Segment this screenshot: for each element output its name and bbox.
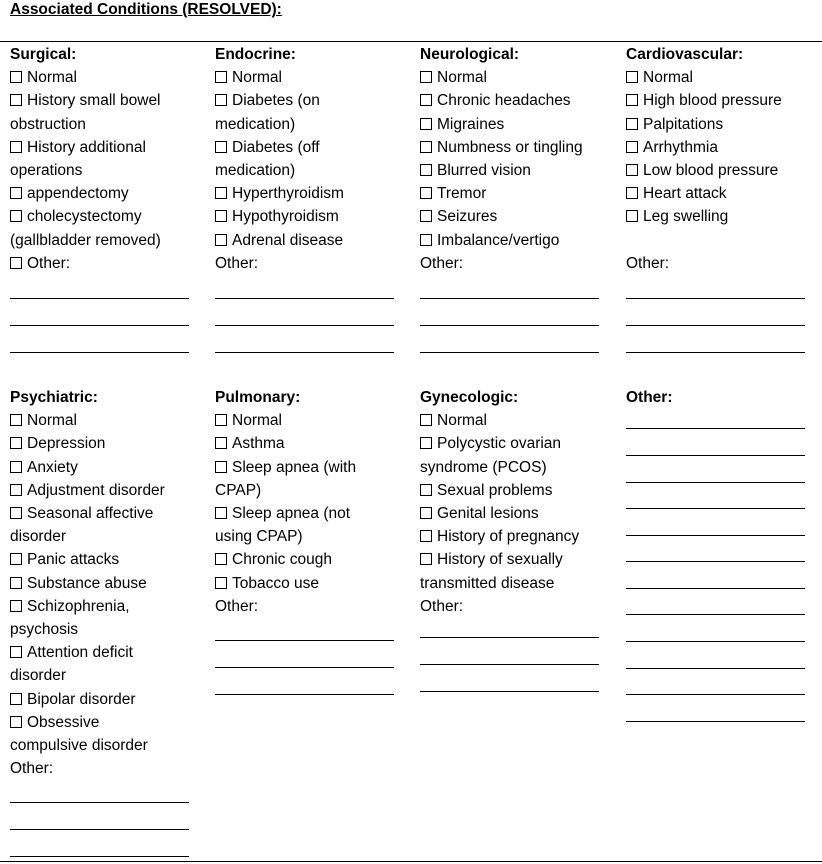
write-in-line[interactable] xyxy=(626,535,805,536)
checkbox-item[interactable] xyxy=(10,688,210,711)
write-in-line[interactable] xyxy=(626,721,805,722)
other-label: Other: xyxy=(215,254,259,272)
checkbox-icon[interactable] xyxy=(10,141,22,153)
checkbox-item[interactable] xyxy=(10,548,210,571)
section-heading: Endocrine: xyxy=(215,46,296,63)
write-in-line[interactable] xyxy=(420,691,599,692)
checkbox-item[interactable] xyxy=(420,229,620,252)
checkbox-label: Numbness or tingling xyxy=(437,138,583,156)
checkbox-item[interactable] xyxy=(10,572,210,595)
checkbox-icon[interactable] xyxy=(420,484,432,496)
checkbox-label: Imbalance/vertigo xyxy=(437,231,560,249)
checkbox-item[interactable] xyxy=(626,205,822,228)
checkbox-icon[interactable] xyxy=(215,94,227,106)
checkbox-label: appendectomy xyxy=(27,185,129,203)
checkbox-label: Adjustment disorder xyxy=(27,481,165,499)
write-in-line[interactable] xyxy=(626,482,805,483)
checkbox-icon[interactable] xyxy=(10,94,22,106)
checkbox-icon[interactable] xyxy=(10,484,22,496)
checkbox-icon[interactable] xyxy=(420,437,432,449)
checkbox-label: Migraines xyxy=(437,115,505,133)
checkbox-icon[interactable] xyxy=(215,437,227,449)
section-heading: Psychiatric: xyxy=(10,389,98,406)
checkbox-item[interactable] xyxy=(215,502,380,548)
checkbox-item[interactable] xyxy=(420,479,620,502)
checkbox-label: Panic attacks xyxy=(27,551,120,569)
checkbox-item[interactable] xyxy=(215,136,365,182)
checkbox-item[interactable] xyxy=(215,432,415,455)
write-in-line[interactable] xyxy=(10,352,189,353)
form-title: Associated Conditions (RESOLVED): xyxy=(10,1,282,18)
checkbox-label: Substance abuse xyxy=(27,574,147,592)
write-in-line[interactable] xyxy=(215,667,394,668)
checkbox-icon[interactable] xyxy=(420,71,432,83)
other-label: Other: xyxy=(420,597,464,615)
checkbox-item[interactable] xyxy=(10,182,210,205)
section-heading: Neurological: xyxy=(420,46,520,63)
checkbox-label: Attention deficit disorder xyxy=(10,644,133,685)
checkbox-icon[interactable] xyxy=(10,210,22,222)
spacer xyxy=(626,229,822,252)
section-heading: Cardiovascular: xyxy=(626,46,744,63)
write-in-line[interactable] xyxy=(420,298,599,299)
section-pulmonary xyxy=(215,386,415,618)
checkbox-icon[interactable] xyxy=(215,210,227,222)
checkbox-label: Sleep apnea (not using CPAP) xyxy=(215,505,351,546)
checkbox-icon[interactable] xyxy=(420,187,432,199)
write-in-line[interactable] xyxy=(626,588,805,589)
checkbox-label: Chronic cough xyxy=(232,551,332,569)
checkbox-item[interactable] xyxy=(420,89,620,112)
write-in-line[interactable] xyxy=(626,641,805,642)
checkbox-label: Normal xyxy=(643,69,693,87)
checkbox-icon[interactable] xyxy=(626,94,638,106)
write-in-line[interactable] xyxy=(10,829,189,830)
checkbox-label: Seizures xyxy=(437,208,498,226)
checkbox-label: Arrhythmia xyxy=(643,138,718,156)
write-in-line[interactable] xyxy=(626,561,805,562)
checkbox-icon[interactable] xyxy=(10,71,22,83)
checkbox-label: Leg swelling xyxy=(643,208,729,226)
write-in-line[interactable] xyxy=(10,298,189,299)
checkbox-label: Schizophrenia, psychosis xyxy=(10,597,130,639)
checkbox-label: Asthma xyxy=(232,435,285,453)
checkbox-label: cholecystectomy (gallbladder removed) xyxy=(10,208,161,249)
checkbox-icon[interactable] xyxy=(420,94,432,106)
checkbox-icon[interactable] xyxy=(10,461,22,473)
section-surgical xyxy=(10,43,210,275)
other-label: Other: xyxy=(420,254,464,272)
checkbox-item[interactable] xyxy=(420,502,620,525)
other-label: Other: xyxy=(626,254,670,272)
section-other xyxy=(626,386,822,409)
section-heading: Surgical: xyxy=(10,46,77,63)
write-in-line[interactable] xyxy=(420,325,599,326)
checkbox-icon[interactable] xyxy=(215,414,227,426)
checkbox-item[interactable] xyxy=(420,409,620,432)
checkbox-icon[interactable] xyxy=(10,646,22,658)
checkbox-item[interactable] xyxy=(626,136,822,159)
checkbox-label: Genital lesions xyxy=(437,505,539,523)
checkbox-label: Adrenal disease xyxy=(232,231,344,249)
checkbox-icon[interactable] xyxy=(10,507,22,519)
checkbox-label: Seasonal affective disorder xyxy=(10,505,154,546)
checkbox-icon[interactable] xyxy=(215,71,227,83)
write-in-line[interactable] xyxy=(626,668,805,669)
write-in-line[interactable] xyxy=(626,325,805,326)
write-in-line[interactable] xyxy=(626,298,805,299)
checkbox-item[interactable] xyxy=(10,641,165,687)
checkbox-label: History of pregnancy xyxy=(437,528,580,546)
checkbox-icon[interactable] xyxy=(215,141,227,153)
checkbox-item[interactable] xyxy=(10,711,175,757)
write-in-line[interactable] xyxy=(626,508,805,509)
checkbox-item[interactable] xyxy=(10,66,210,89)
checkbox-item[interactable] xyxy=(626,182,822,205)
checkbox-item-other[interactable] xyxy=(10,252,210,275)
checkbox-item[interactable] xyxy=(10,136,200,182)
checkbox-item[interactable] xyxy=(215,456,380,502)
checkbox-label: Sleep apnea (with CPAP) xyxy=(215,458,357,499)
checkbox-item[interactable] xyxy=(626,159,822,182)
checkbox-icon[interactable] xyxy=(420,164,432,176)
section-heading: Gynecologic: xyxy=(420,389,519,406)
write-in-line[interactable] xyxy=(420,637,599,638)
checkbox-label: Heart attack xyxy=(643,185,727,203)
checkbox-icon[interactable] xyxy=(626,71,638,83)
checkbox-item[interactable] xyxy=(10,205,200,251)
checkbox-label: Anxiety xyxy=(27,458,78,476)
checkbox-label: Chronic headaches xyxy=(437,92,571,110)
write-in-line[interactable] xyxy=(626,428,805,429)
checkbox-icon[interactable] xyxy=(420,141,432,153)
write-in-line[interactable] xyxy=(626,352,805,353)
checkbox-icon[interactable] xyxy=(215,461,227,473)
checkbox-item[interactable] xyxy=(420,432,590,478)
checkbox-item[interactable] xyxy=(626,89,822,112)
write-in-line[interactable] xyxy=(420,352,599,353)
checkbox-item[interactable] xyxy=(215,409,415,432)
checkbox-icon[interactable] xyxy=(420,118,432,130)
write-in-line[interactable] xyxy=(215,640,394,641)
checkbox-icon[interactable] xyxy=(215,577,227,589)
checkbox-item[interactable] xyxy=(215,205,415,228)
checkbox-icon[interactable] xyxy=(626,210,638,222)
checkbox-item[interactable] xyxy=(215,89,365,135)
checkbox-label: Tobacco use xyxy=(232,574,320,592)
checkbox-icon[interactable] xyxy=(626,118,638,130)
checkbox-icon[interactable] xyxy=(420,234,432,246)
checkbox-label: Obsessive compulsive disorder xyxy=(10,713,148,755)
checkbox-label: High blood pressure xyxy=(643,92,782,110)
checkbox-icon[interactable] xyxy=(10,600,22,612)
checkbox-label: Palpitations xyxy=(643,115,724,133)
section-gynecologic xyxy=(420,386,620,618)
checkbox-label: Sexual problems xyxy=(437,481,553,499)
checkbox-icon[interactable] xyxy=(420,414,432,426)
checkbox-item[interactable] xyxy=(215,229,415,252)
checkbox-icon[interactable] xyxy=(420,553,432,565)
other-label: Other: xyxy=(27,254,71,272)
checkbox-label: Low blood pressure xyxy=(643,162,779,180)
checkbox-icon[interactable] xyxy=(10,577,22,589)
checkbox-icon[interactable] xyxy=(10,257,22,269)
checkbox-item[interactable] xyxy=(626,66,822,89)
checkbox-item[interactable] xyxy=(420,525,620,548)
checkbox-icon[interactable] xyxy=(420,507,432,519)
checkbox-item[interactable] xyxy=(420,548,600,594)
checkbox-icon[interactable] xyxy=(10,414,22,426)
checkbox-label: Hyperthyroidism xyxy=(232,185,344,203)
checkbox-item[interactable] xyxy=(10,432,210,455)
checkbox-icon[interactable] xyxy=(420,530,432,542)
write-in-line[interactable] xyxy=(10,802,189,803)
other-label: Other: xyxy=(215,597,259,615)
checkbox-label: Bipolar disorder xyxy=(27,690,136,708)
checkbox-item[interactable] xyxy=(10,89,200,135)
checkbox-label: Normal xyxy=(232,412,282,430)
checkbox-icon[interactable] xyxy=(626,187,638,199)
checkbox-label: Diabetes (on medication) xyxy=(215,92,320,133)
checkbox-label: Normal xyxy=(437,69,487,87)
checkbox-icon[interactable] xyxy=(420,210,432,222)
checkbox-label: History small bowel obstruction xyxy=(10,92,161,133)
checkbox-label: Polycystic ovarian syndrome (PCOS) xyxy=(420,435,562,476)
checkbox-item[interactable] xyxy=(420,182,620,205)
checkbox-item[interactable] xyxy=(10,479,210,502)
checkbox-icon[interactable] xyxy=(215,187,227,199)
checkbox-icon[interactable] xyxy=(10,437,22,449)
checkbox-item[interactable] xyxy=(420,159,620,182)
checkbox-item[interactable] xyxy=(420,205,620,228)
section-psychiatric xyxy=(10,386,210,780)
section-cardiovascular xyxy=(626,43,822,275)
checkbox-icon[interactable] xyxy=(10,693,22,705)
write-in-line[interactable] xyxy=(215,352,394,353)
checkbox-label: Normal xyxy=(27,412,77,430)
checkbox-label: Blurred vision xyxy=(437,162,531,180)
write-in-line[interactable] xyxy=(10,856,189,857)
other-label: Other: xyxy=(10,760,54,778)
checkbox-label: Tremor xyxy=(437,185,487,203)
checkbox-icon[interactable] xyxy=(626,141,638,153)
checkbox-item[interactable] xyxy=(10,456,210,479)
write-in-line[interactable] xyxy=(215,694,394,695)
section-heading: Other: xyxy=(626,389,673,406)
section-heading: Pulmonary: xyxy=(215,389,301,406)
checkbox-item[interactable] xyxy=(215,572,415,595)
write-in-line[interactable] xyxy=(626,455,805,456)
checkbox-item[interactable] xyxy=(215,548,415,571)
section-neurological xyxy=(420,43,620,275)
checkbox-label: Normal xyxy=(27,69,77,87)
write-in-line[interactable] xyxy=(626,614,805,615)
write-in-line[interactable] xyxy=(215,298,394,299)
section-endocrine xyxy=(215,43,415,275)
checkbox-item[interactable] xyxy=(10,595,160,641)
checkbox-item[interactable] xyxy=(215,66,415,89)
checkbox-item[interactable] xyxy=(10,409,210,432)
checkbox-item[interactable] xyxy=(626,113,822,136)
checkbox-item[interactable] xyxy=(420,136,620,159)
bottom-divider xyxy=(0,861,822,862)
write-in-line[interactable] xyxy=(626,694,805,695)
checkbox-label: Diabetes (off medication) xyxy=(215,138,320,180)
checkbox-label: History additional operations xyxy=(10,138,146,180)
checkbox-item[interactable] xyxy=(420,113,620,136)
checkbox-icon[interactable] xyxy=(10,716,22,728)
checkbox-label: History of sexually transmitted disease xyxy=(420,551,563,592)
write-in-line[interactable] xyxy=(215,325,394,326)
checkbox-label: Normal xyxy=(437,412,487,430)
checkbox-icon[interactable] xyxy=(10,553,22,565)
checkbox-icon[interactable] xyxy=(215,553,227,565)
checkbox-label: Normal xyxy=(232,69,282,87)
checkbox-icon[interactable] xyxy=(215,234,227,246)
write-in-line[interactable] xyxy=(10,325,189,326)
checkbox-icon[interactable] xyxy=(626,164,638,176)
checkbox-item[interactable] xyxy=(215,182,415,205)
checkbox-label: Hypothyroidism xyxy=(232,208,339,226)
write-in-line[interactable] xyxy=(420,664,599,665)
checkbox-icon[interactable] xyxy=(10,187,22,199)
checkbox-item[interactable] xyxy=(10,502,180,548)
checkbox-item[interactable] xyxy=(420,66,620,89)
checkbox-icon[interactable] xyxy=(215,507,227,519)
checkbox-label: Depression xyxy=(27,435,106,453)
top-divider xyxy=(0,41,822,42)
